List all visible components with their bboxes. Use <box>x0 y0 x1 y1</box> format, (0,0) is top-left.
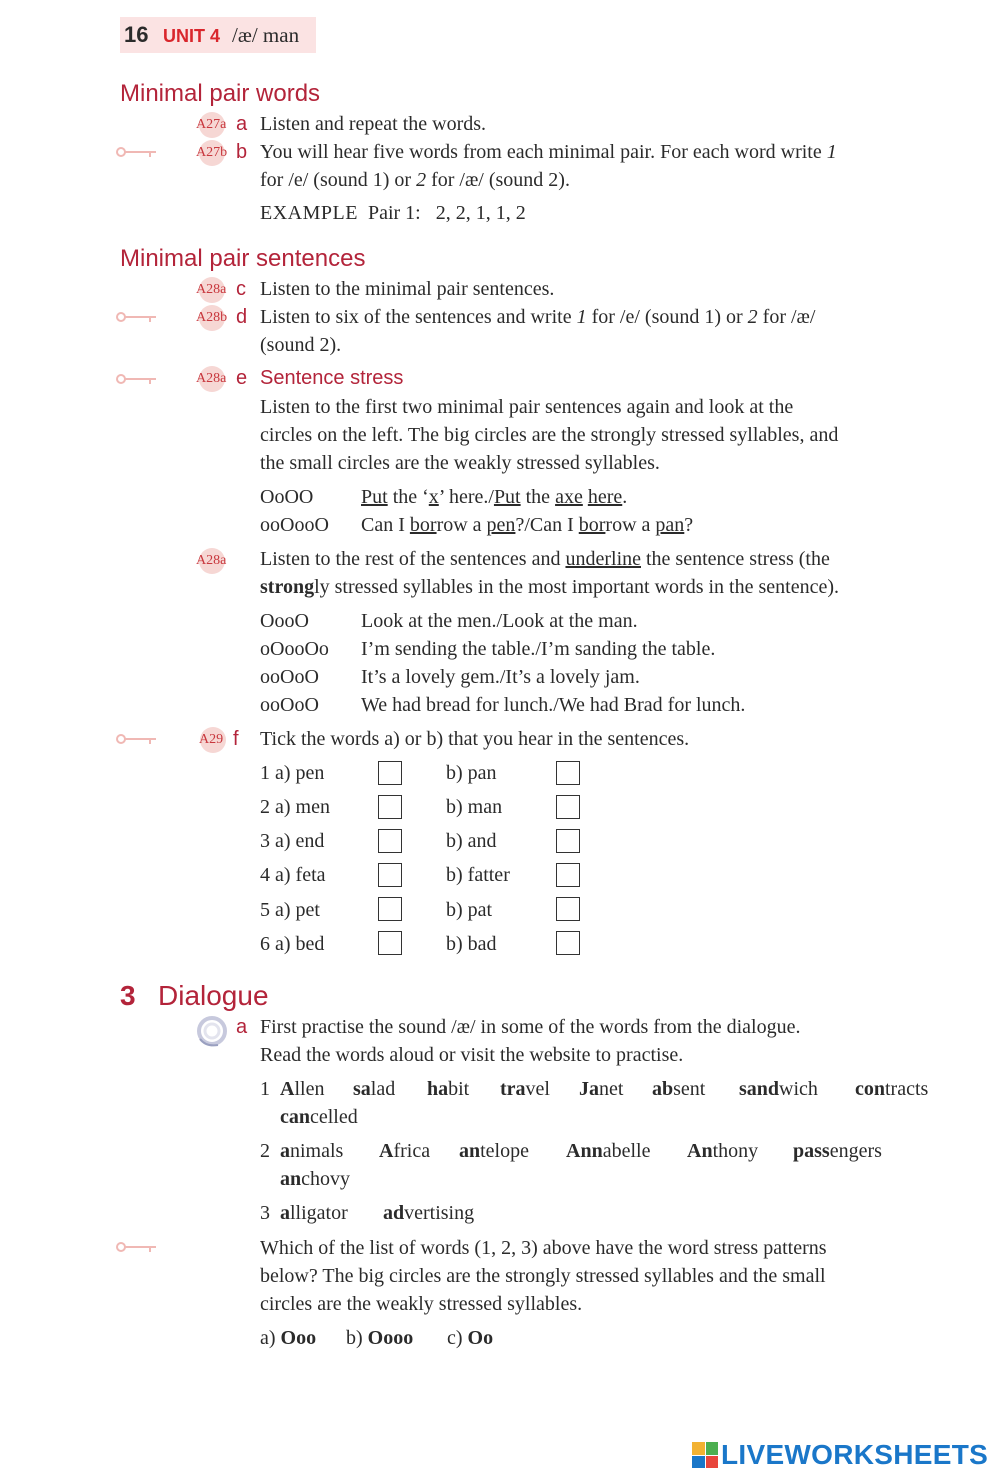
liveworksheets-logo[interactable] <box>692 1438 988 1472</box>
answer-option-b[interactable]: b) Oooo <box>346 1327 414 1349</box>
checkbox-5a[interactable] <box>378 897 402 921</box>
checkbox-6b[interactable] <box>556 931 580 955</box>
checkbox-1a[interactable] <box>378 761 402 785</box>
answer-key-icon <box>116 145 158 159</box>
answer-key-icon <box>116 310 158 324</box>
unit-label: UNIT 4 <box>163 26 221 46</box>
stress-pattern: oOooOo <box>260 638 329 660</box>
stress-pattern: ooOoO <box>260 666 319 688</box>
practice-sentence[interactable]: Look at the men./Look at the man. <box>361 610 638 632</box>
checkbox-3b[interactable] <box>556 829 580 853</box>
stress-pattern: OooO <box>260 610 309 632</box>
checkbox-4a[interactable] <box>378 863 402 887</box>
instruction-text: Listen to the minimal pair sentences. <box>260 278 555 300</box>
track-code: A28b <box>196 310 228 325</box>
instruction-text: for /e/ (sound 1) or 2 for /æ/ (sound 2). <box>260 169 570 191</box>
instruction-text: You will hear five words from each minimal pair. For each word write 1 <box>260 141 837 163</box>
logo-grid-icon <box>692 1442 718 1468</box>
stress-word: Anthony <box>687 1140 759 1162</box>
stress-word: advertising <box>383 1202 475 1224</box>
instruction-text: Tick the words a) or b) that you hear in the sentences. <box>260 728 690 750</box>
option-b-label: b) and <box>446 830 497 852</box>
stress-word: Janet <box>579 1078 624 1100</box>
stress-word: antelope <box>459 1140 529 1162</box>
section-title-minimal-pair-sentences: Minimal pair sentences <box>120 245 366 272</box>
example-line: EXAMPLE Pair 1: 2, 2, 1, 1, 2 <box>260 202 526 224</box>
stress-word: travel <box>500 1078 550 1100</box>
checkbox-3a[interactable] <box>378 829 402 853</box>
option-b-label: b) bad <box>446 933 497 955</box>
track-code: A28a <box>196 371 227 386</box>
example-sentence: Put the ‘x’ here./Put the axe here. <box>361 486 628 508</box>
answer-key-icon <box>116 732 158 746</box>
list-number: 1 <box>260 1078 270 1100</box>
stress-word: contracts <box>855 1078 929 1100</box>
checkbox-5b[interactable] <box>556 897 580 921</box>
option-a-label: 4 a) feta <box>260 864 326 886</box>
practice-sentence[interactable]: It’s a lovely gem./It’s a lovely jam. <box>361 666 640 688</box>
exercise-letter: e <box>236 367 248 389</box>
stress-word: habit <box>427 1078 470 1100</box>
stress-word: animals <box>280 1140 344 1162</box>
page-number: 16 <box>124 22 149 47</box>
unit-subtitle: /æ/ man <box>232 23 300 47</box>
exercise-letter: a <box>236 1016 248 1038</box>
checkbox-4b[interactable] <box>556 863 580 887</box>
practice-sentence[interactable]: I’m sending the table./I’m sanding the table. <box>361 638 716 660</box>
answer-option-a[interactable]: a) Ooo <box>260 1327 317 1349</box>
instruction-text: Listen to the rest of the sentences and underline the sentence stress (the <box>260 548 830 570</box>
instruction-text: Read the words aloud or visit the website to practise. <box>260 1044 684 1066</box>
option-a-label: 2 a) men <box>260 796 330 818</box>
exercise-letter: b <box>236 141 248 163</box>
list-number: 3 <box>260 1202 270 1224</box>
example-sentence: Can I borrow a pen?/Can I borrow a pan? <box>361 514 694 536</box>
answer-option-c[interactable]: c) Oo <box>447 1327 494 1349</box>
option-b-label: b) pan <box>446 762 497 784</box>
stress-word: Annabelle <box>566 1140 651 1162</box>
paragraph-line: Listen to the first two minimal pair sentences again and look at the <box>260 396 794 418</box>
section-title-minimal-pair-words: Minimal pair words <box>120 80 321 107</box>
instruction-text: Listen and repeat the words. <box>260 113 487 135</box>
section-number: 3 <box>120 980 136 1011</box>
stress-word: salad <box>353 1078 396 1100</box>
option-a-label: 3 a) end <box>260 830 325 852</box>
stress-word: Allen <box>280 1078 325 1100</box>
answer-key-icon <box>116 372 158 386</box>
instruction-text: strongly stressed syllables in the most important words in the sentence). <box>260 576 839 598</box>
instruction-text: First practise the sound /æ/ in some of the words from the dialogue. <box>260 1016 801 1038</box>
option-a-label: 5 a) pet <box>260 899 320 921</box>
exercise-letter: f <box>233 728 239 750</box>
checkbox-6a[interactable] <box>378 931 402 955</box>
stress-word: cancelled <box>280 1106 358 1128</box>
option-b-label: b) man <box>446 796 503 818</box>
section-title-dialogue: Dialogue <box>158 980 269 1011</box>
list-number: 2 <box>260 1140 270 1162</box>
track-code: A28a <box>196 282 227 297</box>
question-line: Which of the list of words (1, 2, 3) above have the word stress patterns <box>260 1237 827 1259</box>
answer-key-icon <box>116 1240 158 1254</box>
logo-text: LIVEWORKSHEETS <box>721 1439 989 1470</box>
paragraph-line: the small circles are the weakly stressed syllables. <box>260 452 660 474</box>
paragraph-line: circles on the left. The big circles are the strongly stressed syllables, and <box>260 424 839 446</box>
question-line: circles are the weakly stressed syllables. <box>260 1293 583 1315</box>
track-code: A28a <box>196 553 227 568</box>
practice-sentence[interactable]: We had bread for lunch./We had Brad for lunch. <box>361 694 746 716</box>
stress-pattern: OoOO <box>260 486 314 508</box>
question-line: below? The big circles are the strongly stressed syllables and the small <box>260 1265 826 1287</box>
checkbox-1b[interactable] <box>556 761 580 785</box>
option-a-label: 1 a) pen <box>260 762 325 784</box>
stress-pattern: ooOoO <box>260 694 319 716</box>
stress-word: anchovy <box>280 1168 351 1190</box>
exercise-letter: a <box>236 113 248 135</box>
subheading-sentence-stress: Sentence stress <box>260 367 404 389</box>
checkbox-2a[interactable] <box>378 795 402 819</box>
instruction-text: Listen to six of the sentences and write 1 for /e/ (sound 1) or 2 for /æ/ <box>260 306 816 328</box>
website-link-icon[interactable] <box>194 1013 230 1049</box>
option-b-label: b) pat <box>446 899 493 921</box>
track-code: A27a <box>196 117 227 132</box>
checkbox-2b[interactable] <box>556 795 580 819</box>
track-code: A29 <box>199 732 224 747</box>
stress-word: sandwich <box>739 1078 818 1100</box>
track-code: A27b <box>196 145 228 160</box>
stress-pattern: ooOooO <box>260 514 329 536</box>
stress-word: passengers <box>793 1140 882 1162</box>
stress-word: Africa <box>379 1140 431 1162</box>
instruction-text: (sound 2). <box>260 334 342 356</box>
exercise-letter: c <box>236 278 246 300</box>
stress-word: alligator <box>280 1202 348 1224</box>
option-a-label: 6 a) bed <box>260 933 325 955</box>
stress-word: absent <box>652 1078 706 1100</box>
exercise-letter: d <box>236 306 248 328</box>
option-b-label: b) fatter <box>446 864 510 886</box>
